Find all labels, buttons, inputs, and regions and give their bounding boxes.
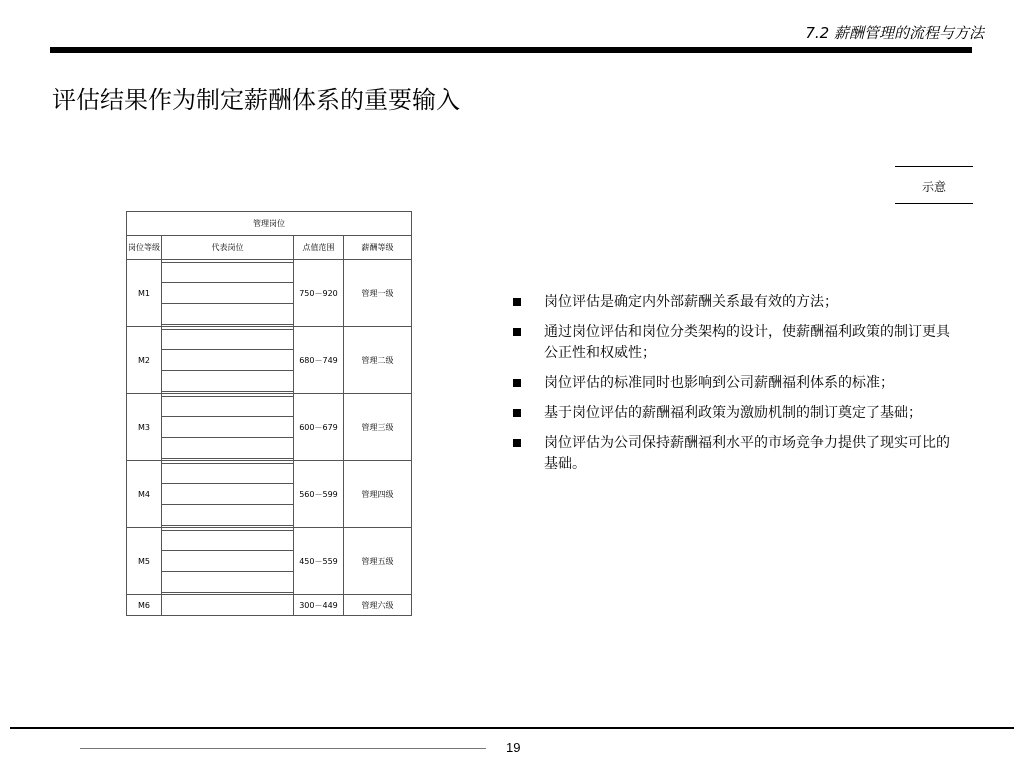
table-row xyxy=(127,327,412,394)
note-label: 示意 xyxy=(921,180,946,194)
square-bullet-icon xyxy=(513,328,521,336)
page-number: 19 xyxy=(506,740,521,755)
column-header-position: 代表岗位 xyxy=(162,236,294,260)
bottom-divider xyxy=(10,727,1014,729)
range-cell: 300－449 xyxy=(294,595,344,616)
square-bullet-icon xyxy=(513,439,521,447)
list-item xyxy=(512,292,952,313)
grade-cell: 管理五级 xyxy=(344,528,412,595)
position-cell xyxy=(162,327,294,394)
footer-divider xyxy=(80,748,486,749)
top-divider xyxy=(50,47,972,53)
table-row xyxy=(127,461,412,528)
grade-cell: 管理一级 xyxy=(344,260,412,327)
position-cell xyxy=(162,528,294,595)
list-item xyxy=(512,373,952,394)
position-cell xyxy=(162,461,294,528)
range-cell: 450－559 xyxy=(294,528,344,595)
position-cell xyxy=(162,394,294,461)
list-item xyxy=(512,322,952,364)
column-header-level: 岗位等级 xyxy=(127,236,162,260)
table-row xyxy=(127,595,412,616)
page-title: 评估结果作为制定薪酬体系的重要输入 xyxy=(52,86,460,115)
section-label: 7.2 薪酬管理的流程与方法 xyxy=(805,24,984,42)
grade-cell: 管理六级 xyxy=(344,595,412,616)
position-cell xyxy=(162,260,294,327)
bullet-text: 岗位评估为公司保持薪酬福利水平的市场竞争力提供了现实可比的基础。 xyxy=(544,435,950,472)
table-caption-row xyxy=(127,212,412,236)
note-box xyxy=(895,166,973,204)
table-row xyxy=(127,260,412,327)
table-row xyxy=(127,528,412,595)
range-cell: 750－920 xyxy=(294,260,344,327)
bullet-text: 通过岗位评估和岗位分类架构的设计，使薪酬福利政策的制订更具公正性和权威性； xyxy=(544,324,950,361)
table-caption: 管理岗位 xyxy=(127,212,412,236)
column-header-grade: 薪酬等级 xyxy=(344,236,412,260)
level-cell: M4 xyxy=(127,461,162,528)
bullet-text: 岗位评估的标准同时也影响到公司薪酬福利体系的标准； xyxy=(544,375,894,391)
bullet-text: 基于岗位评估的薪酬福利政策为激励机制的制订奠定了基础； xyxy=(544,405,922,421)
square-bullet-icon xyxy=(513,409,521,417)
grade-cell: 管理三级 xyxy=(344,394,412,461)
position-cell xyxy=(162,595,294,616)
bullet-list xyxy=(512,292,952,484)
range-cell: 600－679 xyxy=(294,394,344,461)
level-cell: M1 xyxy=(127,260,162,327)
column-header-range: 点值范围 xyxy=(294,236,344,260)
grade-cell: 管理二级 xyxy=(344,327,412,394)
bullet-text: 岗位评估是确定内外部薪酬关系最有效的方法； xyxy=(544,294,838,310)
table-row xyxy=(127,394,412,461)
range-cell: 560－599 xyxy=(294,461,344,528)
square-bullet-icon xyxy=(513,298,521,306)
level-cell: M6 xyxy=(127,595,162,616)
job-grade-table xyxy=(126,211,412,616)
list-item xyxy=(512,403,952,424)
grade-cell: 管理四级 xyxy=(344,461,412,528)
square-bullet-icon xyxy=(513,379,521,387)
table-header-row xyxy=(127,236,412,260)
level-cell: M2 xyxy=(127,327,162,394)
level-cell: M3 xyxy=(127,394,162,461)
level-cell: M5 xyxy=(127,528,162,595)
list-item xyxy=(512,433,952,475)
range-cell: 680－749 xyxy=(294,327,344,394)
